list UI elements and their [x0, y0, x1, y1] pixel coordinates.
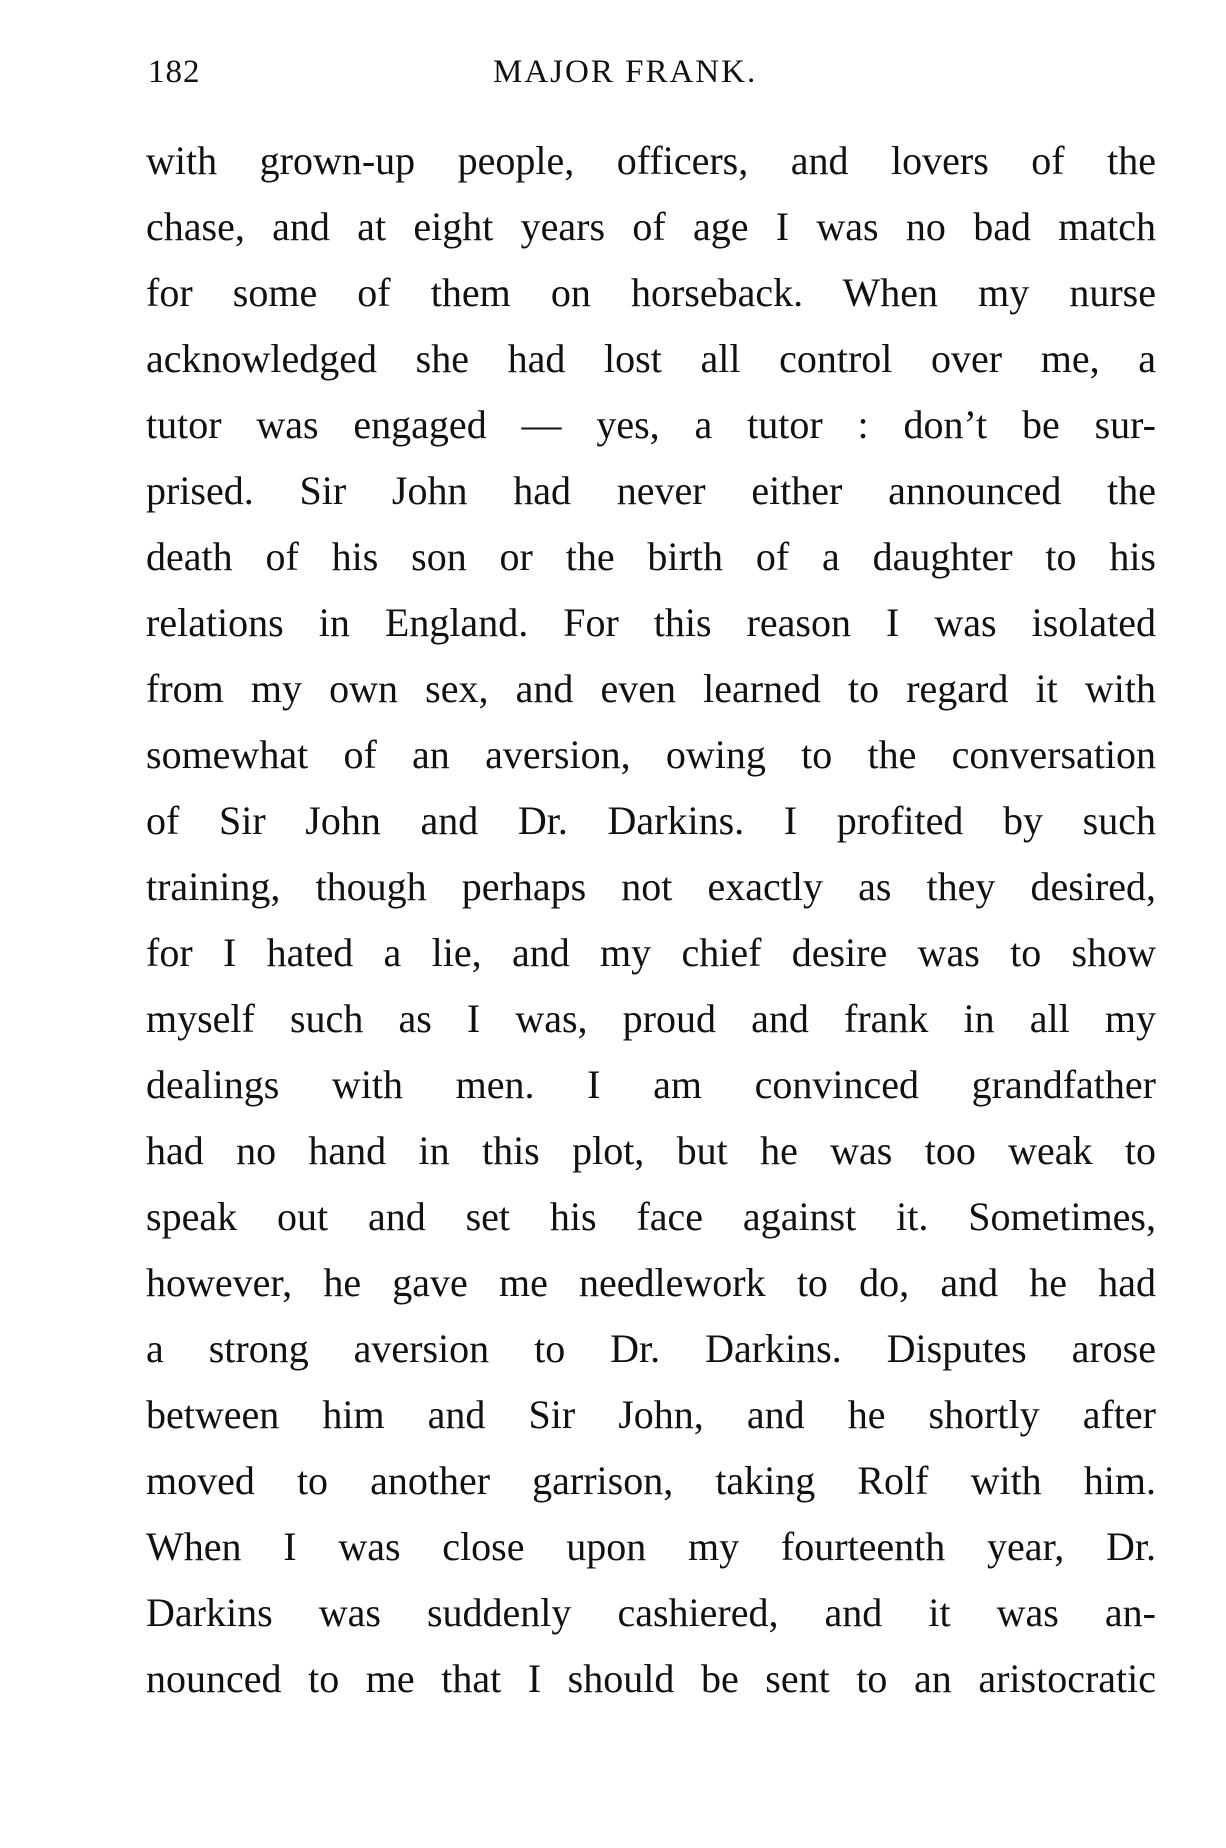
text-line: relations in England. For this reason I was isolated — [146, 600, 1156, 645]
text-line: for some of them on horseback. When my nurse — [146, 270, 1156, 315]
text-line: however, he gave me needlework to do, and he had — [146, 1260, 1156, 1305]
text-line: dealings with men. I am convinced grandfather — [146, 1062, 1156, 1107]
text-line: prised. Sir John had never either announced the — [146, 468, 1156, 513]
text-line: When I was close upon my fourteenth year, Dr. — [146, 1524, 1156, 1569]
text-line: speak out and set his face against it. Sometimes, — [146, 1194, 1156, 1239]
text-line: had no hand in this plot, but he was too weak to — [146, 1128, 1156, 1173]
text-line: Darkins was suddenly cashiered, and it was an- — [146, 1590, 1156, 1635]
text-line: moved to another garrison, taking Rolf with him. — [146, 1458, 1156, 1503]
text-line: between him and Sir John, and he shortly after — [146, 1392, 1156, 1437]
text-line: a strong aversion to Dr. Darkins. Disputes arose — [146, 1326, 1156, 1371]
running-head — [148, 54, 1148, 104]
text-line: of Sir John and Dr. Darkins. I profited by such — [146, 798, 1156, 843]
text-line: myself such as I was, proud and frank in all my — [146, 996, 1156, 1041]
text-line: for I hated a lie, and my chief desire was to show — [146, 930, 1156, 975]
text-line: acknowledged she had lost all control over me, a — [146, 336, 1156, 381]
text-line: nounced to me that I should be sent to an aristocratic — [146, 1656, 1156, 1701]
text-line: from my own sex, and even learned to regard it with — [146, 666, 1156, 711]
text-line: training, though perhaps not exactly as they desired, — [146, 864, 1156, 909]
text-line: chase, and at eight years of age I was no bad match — [146, 204, 1156, 249]
text-line: with grown-up people, officers, and lovers of the — [146, 138, 1156, 183]
text-line: somewhat of an aversion, owing to the conversation — [146, 732, 1156, 777]
page-number: 182 — [148, 54, 201, 90]
body-text — [146, 128, 1156, 1712]
running-title: MAJOR FRANK. — [493, 54, 758, 90]
text-line: death of his son or the birth of a daughter to his — [146, 534, 1156, 579]
text-line: tutor was engaged — yes, a tutor : don’t be sur- — [146, 402, 1156, 447]
